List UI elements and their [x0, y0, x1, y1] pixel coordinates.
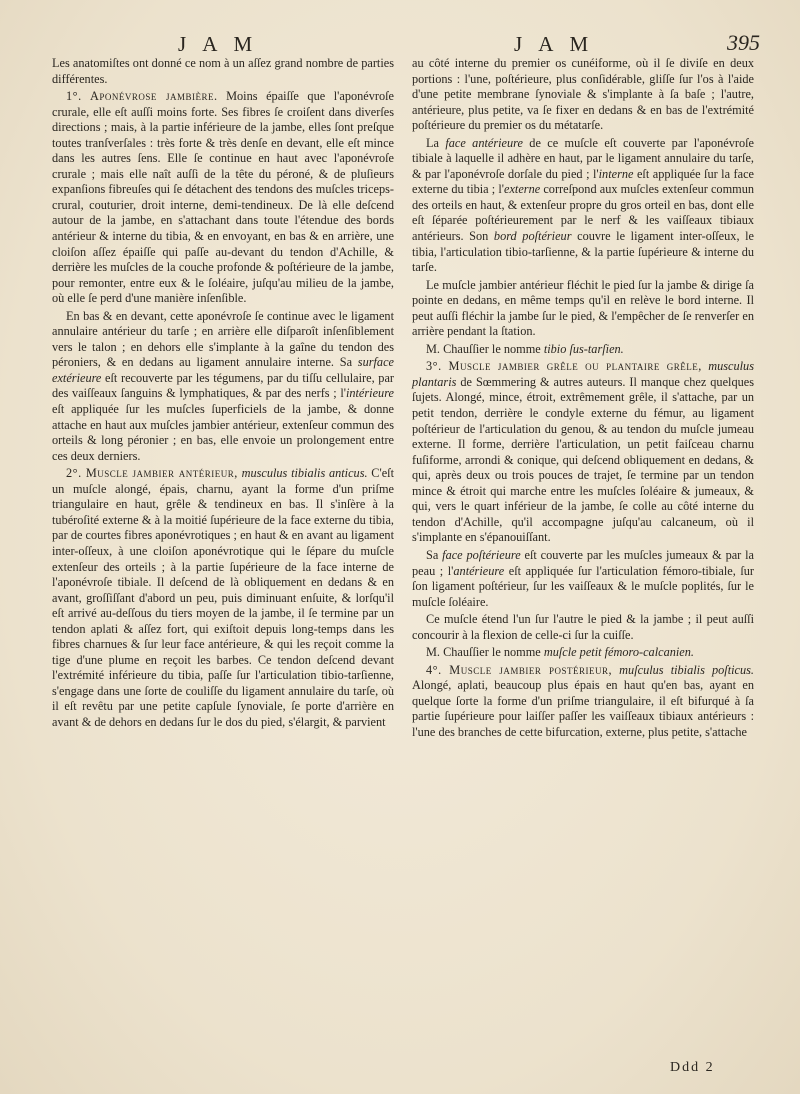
- text-run: eſt appliquée ſur la face externe du tibia ; l': [412, 166, 755, 197]
- section-label: 3°. Muscle jambier grêle ou plantaire grêle,: [426, 359, 702, 374]
- italic-term: antérieure: [453, 563, 505, 578]
- text-run: En bas & en devant, cette aponévroſe ſe continue avec le ligament annulaire antérieur du tarſe ; en arrière elle diſparoît inſenſiblement vers le talon ; en dehors elle s'implante à la gaîne du tendon des péroniers, & en dedans au ligament annulaire interne. Sa: [52, 308, 394, 370]
- text-run: eſt appliquée ſur l'articulation fémoro-tibiale, ſur ſon ligament poſtérieur, ſur les vaiſſeaux & le muſcle poplités, ſur le muſcle ſoléaire.: [412, 563, 754, 609]
- paragraph-intro: Les anatomiſtes ont donné ce nom à un aſſez grand nombre de parties différentes.: [52, 56, 394, 86]
- italic-term: surface extérieure: [52, 355, 394, 385]
- text-run: eſt couverte par les muſcles jumeaux & par la peau ; l': [412, 547, 754, 578]
- text-run: Moins épaiſſe que l'aponévroſe crurale, elle eſt auſſi moins forte. Ses fibres ſe croiſent dans diverſes directions ; mais, à la partie inférieure de la jambe, elles ſont preſque toutes tranſverſales : très forte & très denſe en devant, elle eſt mince dans les autres ſens. Elle ſe continue en haut avec l'aponévroſe crurale ; mais elle naît auſſi de la tête du péroné, & de pluſieurs expanſions fibreuſes qui ſe détachent des tendons des muſcles triceps-crural, couturier, droit interne, demi-tendineux. De là elle deſcend autour de la jambe, en s'attachant dans toute l'étendue des bords antérieur & interne du tibia, & en envoyant, en bas & en arrière, une cloiſon aſſez épaiſſe qui paſſe au-devant du tendon d'Achille, & derrière les muſcles de la couche profonde & poſtérieure de la jambe, pour remonter, entre eux & le ſoléaire, juſqu'au milieu de la jambe, où elle ſe perd d'une manière inſenſible.: [52, 89, 394, 306]
- text-run: eſt appliquée ſur les muſcles ſuperficiels de la jambe, & donne attache en haut aux muſcles jambier antérieur, extenſeur commun des orteils & long péronier ; en bas, elle envoie un prolongement entre ces deux derniers.: [52, 402, 394, 463]
- text-run: de Sœmmering & autres auteurs. Il manque chez quelques ſujets. Alongé, mince, étroit, extrêmement grêle, il s'attache, par un petit tendon, derrière le condyle externe du fémur, au ligament poſtérieur de l'articulation du genou, & au tendon du muſcle jumeau externe. Il forme, derrière l'articulation, un petit faiſceau charnu fuſiforme, arrondi & conique, qui deſcend obliquement en dedans, & qui, après deux ou trois pouces de trajet, ſe termine par un tendon mince & étroit qui marche entre les muſcles ſoléaire & jumeaux, & qui, vers le quart inférieur de la jambe, ſe colle au côté interne du tendon d'Achille, qu'il accompagne juſqu'au calcaneum, où il s'implante en s'épanouiſſant.: [412, 374, 754, 545]
- italic-term: intérieure: [345, 386, 394, 401]
- italic-term: musculus plantaris: [412, 359, 754, 389]
- italic-term: muſcle petit fémoro-calcanien.: [543, 645, 694, 660]
- page-number: 395: [727, 30, 760, 55]
- right-column: [412, 56, 754, 743]
- text-run: correſpond aux muſcles extenſeur commun des orteils en haut, & extenſeur propre du gros orteil en bas, dont elle eſt ſéparée poſtérieurement par le nerf & les vaiſſeaux tibiaux antérieurs. Son: [412, 182, 754, 244]
- italic-term: externe: [504, 182, 541, 197]
- section-label: 4°. Muscle jambier postérieur,: [426, 662, 613, 677]
- running-head-right: J A M: [514, 32, 595, 56]
- running-head-left: J A M: [178, 32, 259, 56]
- paragraph-chaussier-2: [412, 645, 754, 661]
- text-run: Alongé, aplati, beaucoup plus épais en haut qu'en bas, ayant en quelque ſorte la forme d'un priſme triangulaire, il eſt bifurqué à ſa partie ſupérieure pour laiſſer paſſer les vaiſſeaux tibiaux antérieurs : l'une des branches de cette bifurcation, externe, plus petite, s'attache: [412, 678, 754, 739]
- signature-mark: Ddd 2: [670, 1060, 715, 1075]
- italic-term: face poſtérieure: [442, 547, 521, 562]
- text-run: couvre le ligament inter-oſſeux, le tibia, l'articulation tibio-tarſienne, & la partie ſupérieure & interne du tarſe.: [412, 229, 755, 275]
- text-run: de ce muſcle eſt couverte par l'aponévroſe tibiale à laquelle il adhère en haut, par le ligament annulaire du tarſe, & par l'aponévroſe dorſale du pied ; l': [412, 135, 754, 181]
- text-run: eſt recouverte par les tégumens, par du tiſſu cellulaire, par des vaiſſeaux ſanguins & lymphatiques, & par des nerfs ; l': [52, 370, 394, 401]
- text-run: Sa: [426, 547, 443, 562]
- text-run: M. Chauſſier le nomme: [426, 341, 544, 356]
- text-run: M. Chauſſier le nomme: [426, 645, 544, 660]
- paragraph-action: Le muſcle jambier antérieur fléchit le pied ſur la jambe & dirige ſa pointe en dedans, en même temps qu'il en relève le bord interne. Il peut auſſi fléchir la jambe ſur le pied, & l'empêcher de ſe renverſer en arrière pendant la ſtation.: [412, 277, 754, 339]
- paragraph-jambier-posterieur: [412, 663, 754, 741]
- italic-term: bord poſtérieur: [493, 229, 572, 244]
- italic-term: tibio ſus-tarſien.: [543, 341, 624, 356]
- paragraph-plantaire-faces: [412, 548, 754, 610]
- paragraph-aponevrose-jambiere: [52, 89, 394, 307]
- column-gutter: [400, 60, 401, 1060]
- italic-term: muſculus tibialis poſticus.: [612, 662, 754, 677]
- paragraph-jambier-anterieur: [52, 466, 394, 730]
- paragraph-plantaire-action: Ce muſcle étend l'un ſur l'autre le pied & la jambe ; il peut auſſi concourir à la flexion de celle-ci ſur la cuiſſe.: [412, 612, 754, 642]
- section-label: 1°. Aponévrose jambière.: [66, 89, 218, 104]
- paragraph-continued: au côté interne du premier os cunéiforme, où il ſe diviſe en deux portions : l'une, poſtérieure, plus conſidérable, gliſſe ſur l'os à l'aide d'une petite membrane ſynoviale & s'implante à ſa baſe ; l'autre, antérieure, plus petite, va ſe fixer en dedans & en bas de l'extrémité poſtérieure du premier os du métatarſe.: [412, 56, 754, 133]
- italic-term: interne: [598, 166, 634, 181]
- italic-term: face antérieure: [445, 135, 523, 150]
- paragraph-aponevrose-continued: [52, 309, 394, 464]
- text-run: C'eſt un muſcle alongé, épais, charnu, ayant la forme d'un priſme triangulaire en haut, grêle & tendineux en bas. Il s'inſère à la tubéroſité externe & à la moitié ſupérieure de la face externe du tibia, par de courtes fibres aponévrotiques ; en haut & en avant au ligament inter-oſſeux, à une cloiſon aponévrotique qui le ſépare du muſcle extenſeur des orteils ; à la partie ſupérieure de la face interne de l'aponévroſe tibiale. Il deſcend de là obliquement en dedans & en avant, groſſiſſant d'abord un peu, puis diminuant enſuite, & lorſqu'il eſt arrivé au-deſſous du tiers moyen de la jambe, il ſe termine par un tendon aplati & aſſez fort, qui exiſtoit depuis long-temps dans les fibres charnues & ſur leur face antérieure, & qui les reçoit comme la tige d'une plume en reçoit les barbes. Ce tendon deſcend devant l'extrémité inférieure du tibia, paſſe ſur l'articulation tibio-tarſienne, s'engage dans une ſorte de couliſſe du ligament annulaire du tarſe, où il eſt revêtu par une petite capſule ſynoviale, ſe porte d'arrière en avant & de dehors en dedans ſur le dos du pied, s'élargit, & parvient: [52, 466, 394, 729]
- text-run: La: [426, 135, 446, 150]
- paragraph-plantaire-grele: [412, 359, 754, 546]
- italic-term: musculus tibialis anticus.: [237, 466, 368, 481]
- paragraph-chaussier-1: [412, 342, 754, 358]
- left-column: [52, 56, 394, 733]
- paragraph-faces: [412, 136, 754, 276]
- section-label: 2°. Muscle jambier antérieur,: [66, 466, 238, 481]
